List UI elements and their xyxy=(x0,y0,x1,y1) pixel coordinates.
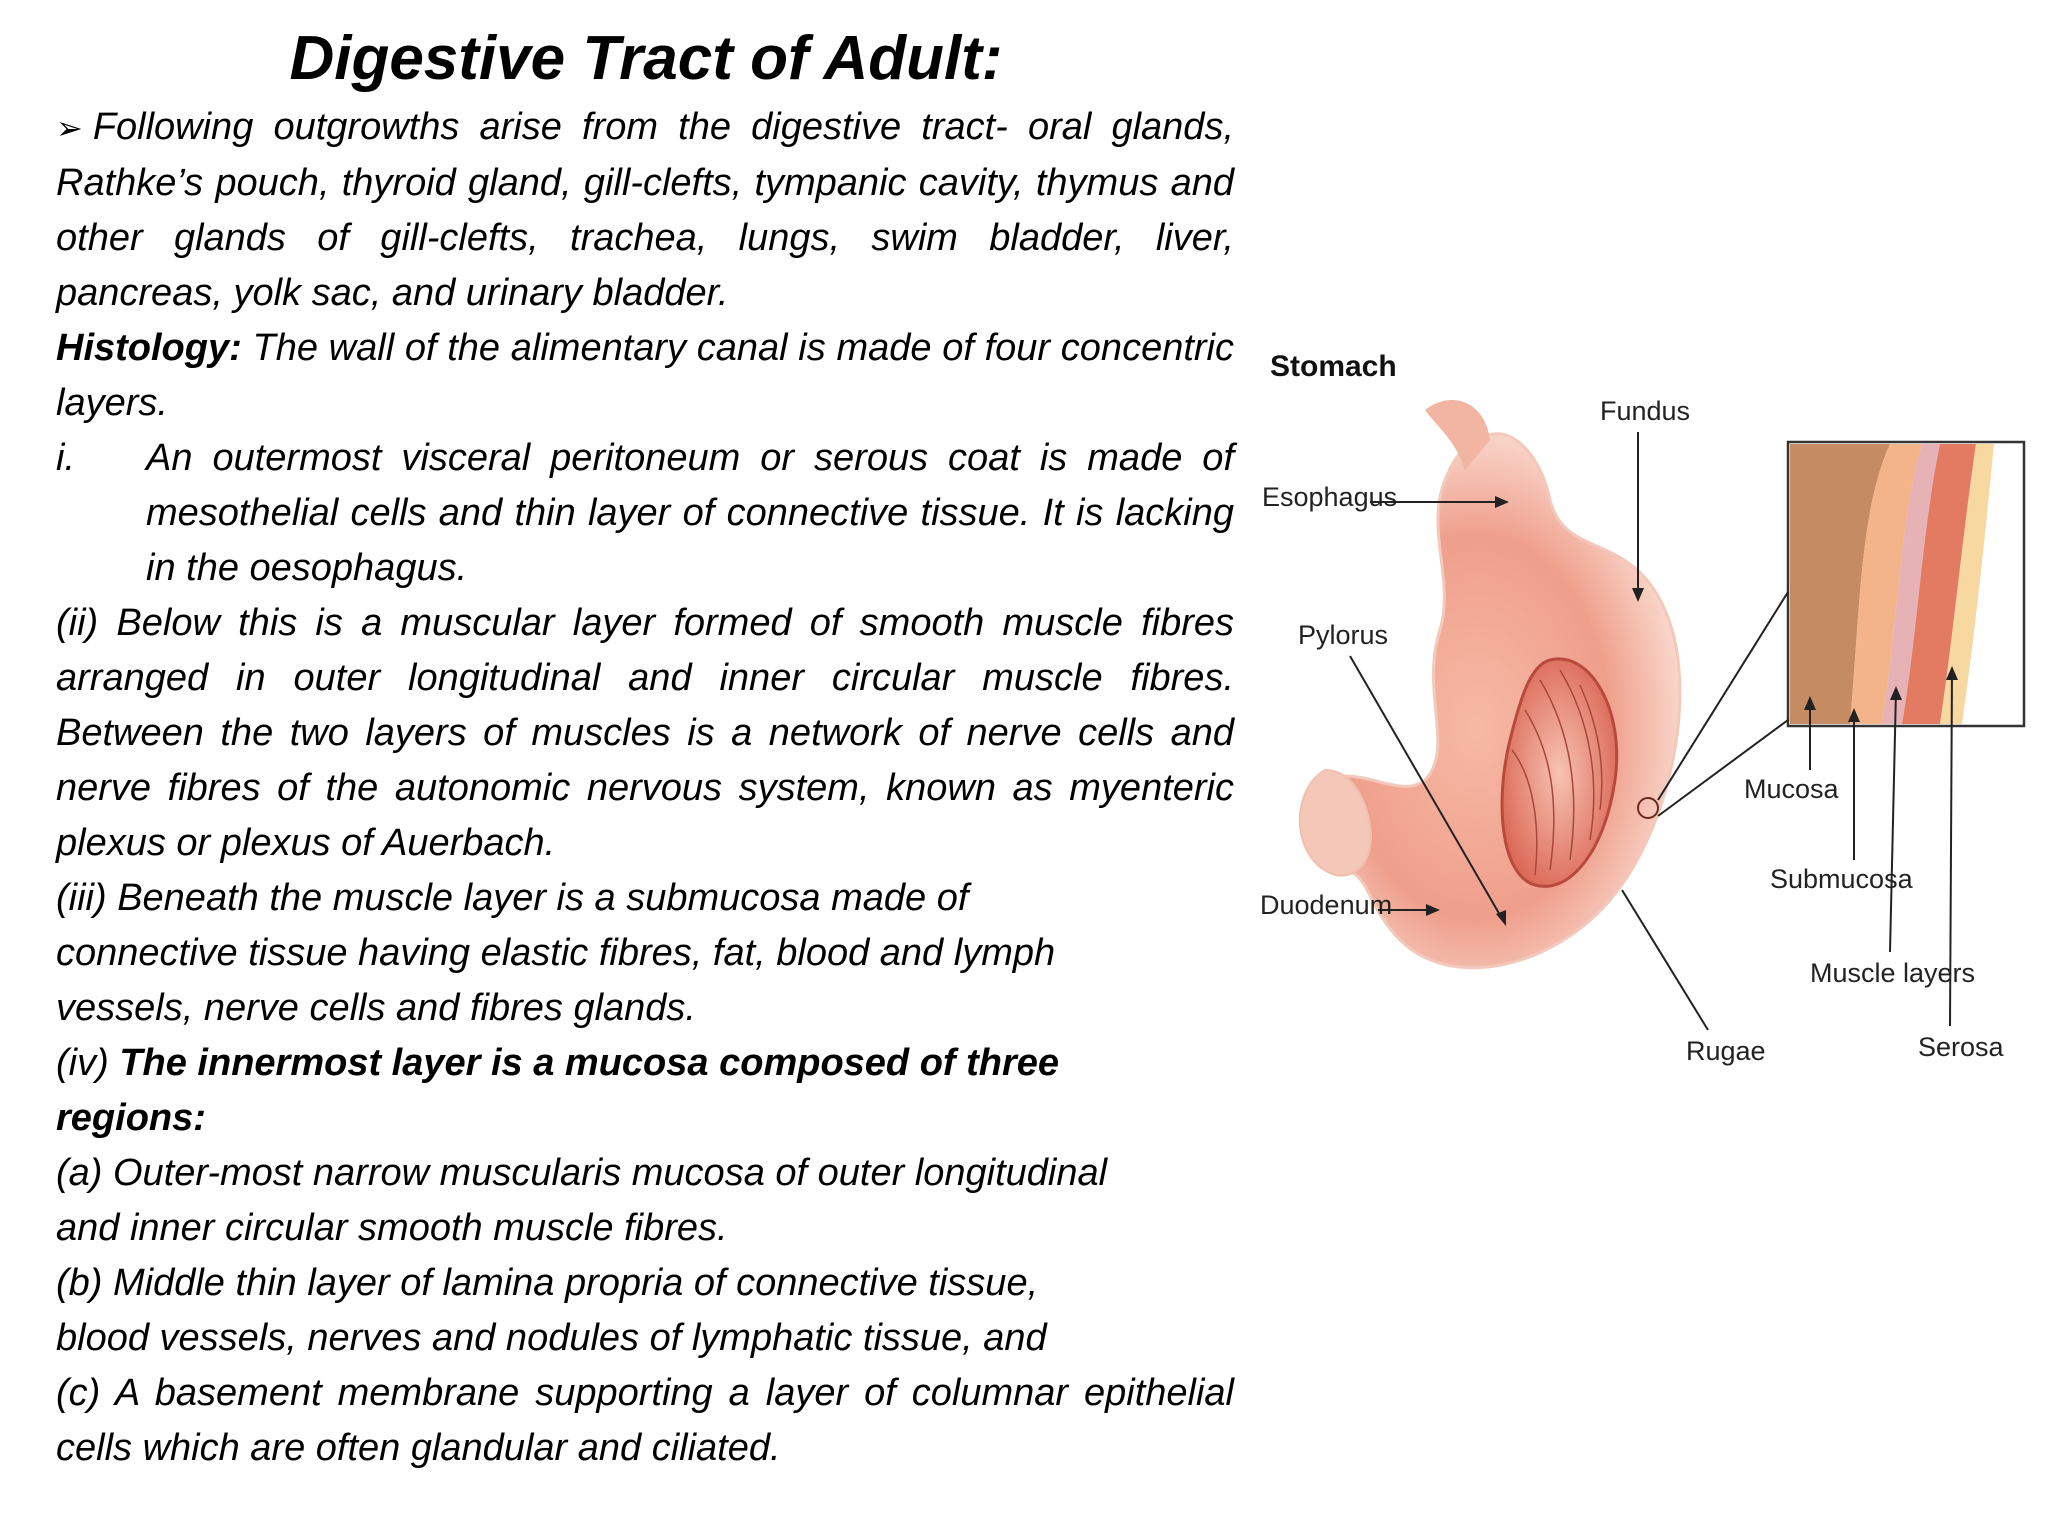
stomach-diagram xyxy=(1250,330,2040,1090)
leader-rugae xyxy=(1622,890,1708,1030)
histology-label: Histology: xyxy=(56,327,242,369)
layer-detail-box xyxy=(1788,442,2024,726)
layer-iv-heading: regions: xyxy=(56,1097,206,1139)
intro-paragraph xyxy=(56,100,1234,321)
mucosa-region-c: (c) A basement membrane supporting a layer of columnar epithelial cells which are often glandular and ciliated. xyxy=(56,1372,1234,1469)
layer-i xyxy=(56,431,1234,596)
region-a-line: (a) Outer-most narrow muscularis mucosa of outer longitudinal xyxy=(56,1152,1108,1194)
region-b-line: blood vessels, nerves and nodules of lymphatic tissue, and xyxy=(56,1317,1047,1359)
layer-iii-line: vessels, nerve cells and fibres glands. xyxy=(56,987,696,1029)
label-esophagus: Esophagus xyxy=(1262,482,1398,512)
mucosa-region-b xyxy=(56,1256,1234,1366)
label-submucosa: Submucosa xyxy=(1770,864,1913,894)
stomach-figure xyxy=(1250,330,2040,1090)
layer-i-number: i. xyxy=(56,437,75,479)
stomach-body xyxy=(1310,434,1680,968)
text-body xyxy=(56,100,1234,1476)
label-muscle-layers: Muscle layers xyxy=(1810,958,1976,988)
region-a-line: and inner circular smooth muscle fibres. xyxy=(56,1207,728,1249)
label-duodenum: Duodenum xyxy=(1260,890,1393,920)
label-fundus: Fundus xyxy=(1600,396,1691,426)
layer-iv-prefix: (iv) xyxy=(56,1042,120,1084)
layer-iii-line: connective tissue having elastic fibres, fat, blood and lymph xyxy=(56,932,1056,974)
layer-i-text: An outermost visceral peritoneum or serous coat is made of mesothelial cells and thin layer of connective tissue. It is lacking in the oesophagus. xyxy=(146,437,1234,589)
label-serosa: Serosa xyxy=(1918,1032,2004,1062)
layer-iv-heading: The innermost layer is a mucosa composed of three xyxy=(119,1042,1060,1084)
region-b-line: (b) Middle thin layer of lamina propria of connective tissue, xyxy=(56,1262,1039,1304)
label-mucosa: Mucosa xyxy=(1744,774,1839,804)
label-rugae: Rugae xyxy=(1686,1036,1766,1066)
layer-iii xyxy=(56,871,1234,1036)
leader-muscle-layers xyxy=(1890,690,1896,952)
slide-title: Digestive Tract of Adult: xyxy=(289,24,1003,93)
histology-paragraph xyxy=(56,321,1234,431)
figure-title: Stomach xyxy=(1270,350,1397,383)
layer-iv xyxy=(56,1036,1234,1146)
histology-text: The wall of the alimentary canal is made of four concentric layers. xyxy=(56,327,1234,424)
mucosa-region-a xyxy=(56,1146,1234,1256)
intro-text: Following outgrowths arise from the digestive tract- oral glands, Rathke’s pouch, thyroid gland, gill-clefts, tympanic cavity, thymus and other glands of gill-clefts, trachea, lungs, swim bladder, liver, pancreas, yolk sac, and urinary bladder. xyxy=(56,106,1234,314)
label-pylorus: Pylorus xyxy=(1298,620,1389,650)
bullet-arrow-icon: ➢ xyxy=(56,110,83,146)
layer-ii-text: (ii) Below this is a muscular layer formed of smooth muscle fibres arranged in outer longitudinal and inner circular muscle fibres. Between the two layers of muscles is a network of nerve cells and nerve fibres of the autonomic nervous system, known as myenteric plexus or plexus of Auerbach. xyxy=(56,602,1234,864)
layer-iii-line: (iii) Beneath the muscle layer is a submucosa made of xyxy=(56,877,969,919)
